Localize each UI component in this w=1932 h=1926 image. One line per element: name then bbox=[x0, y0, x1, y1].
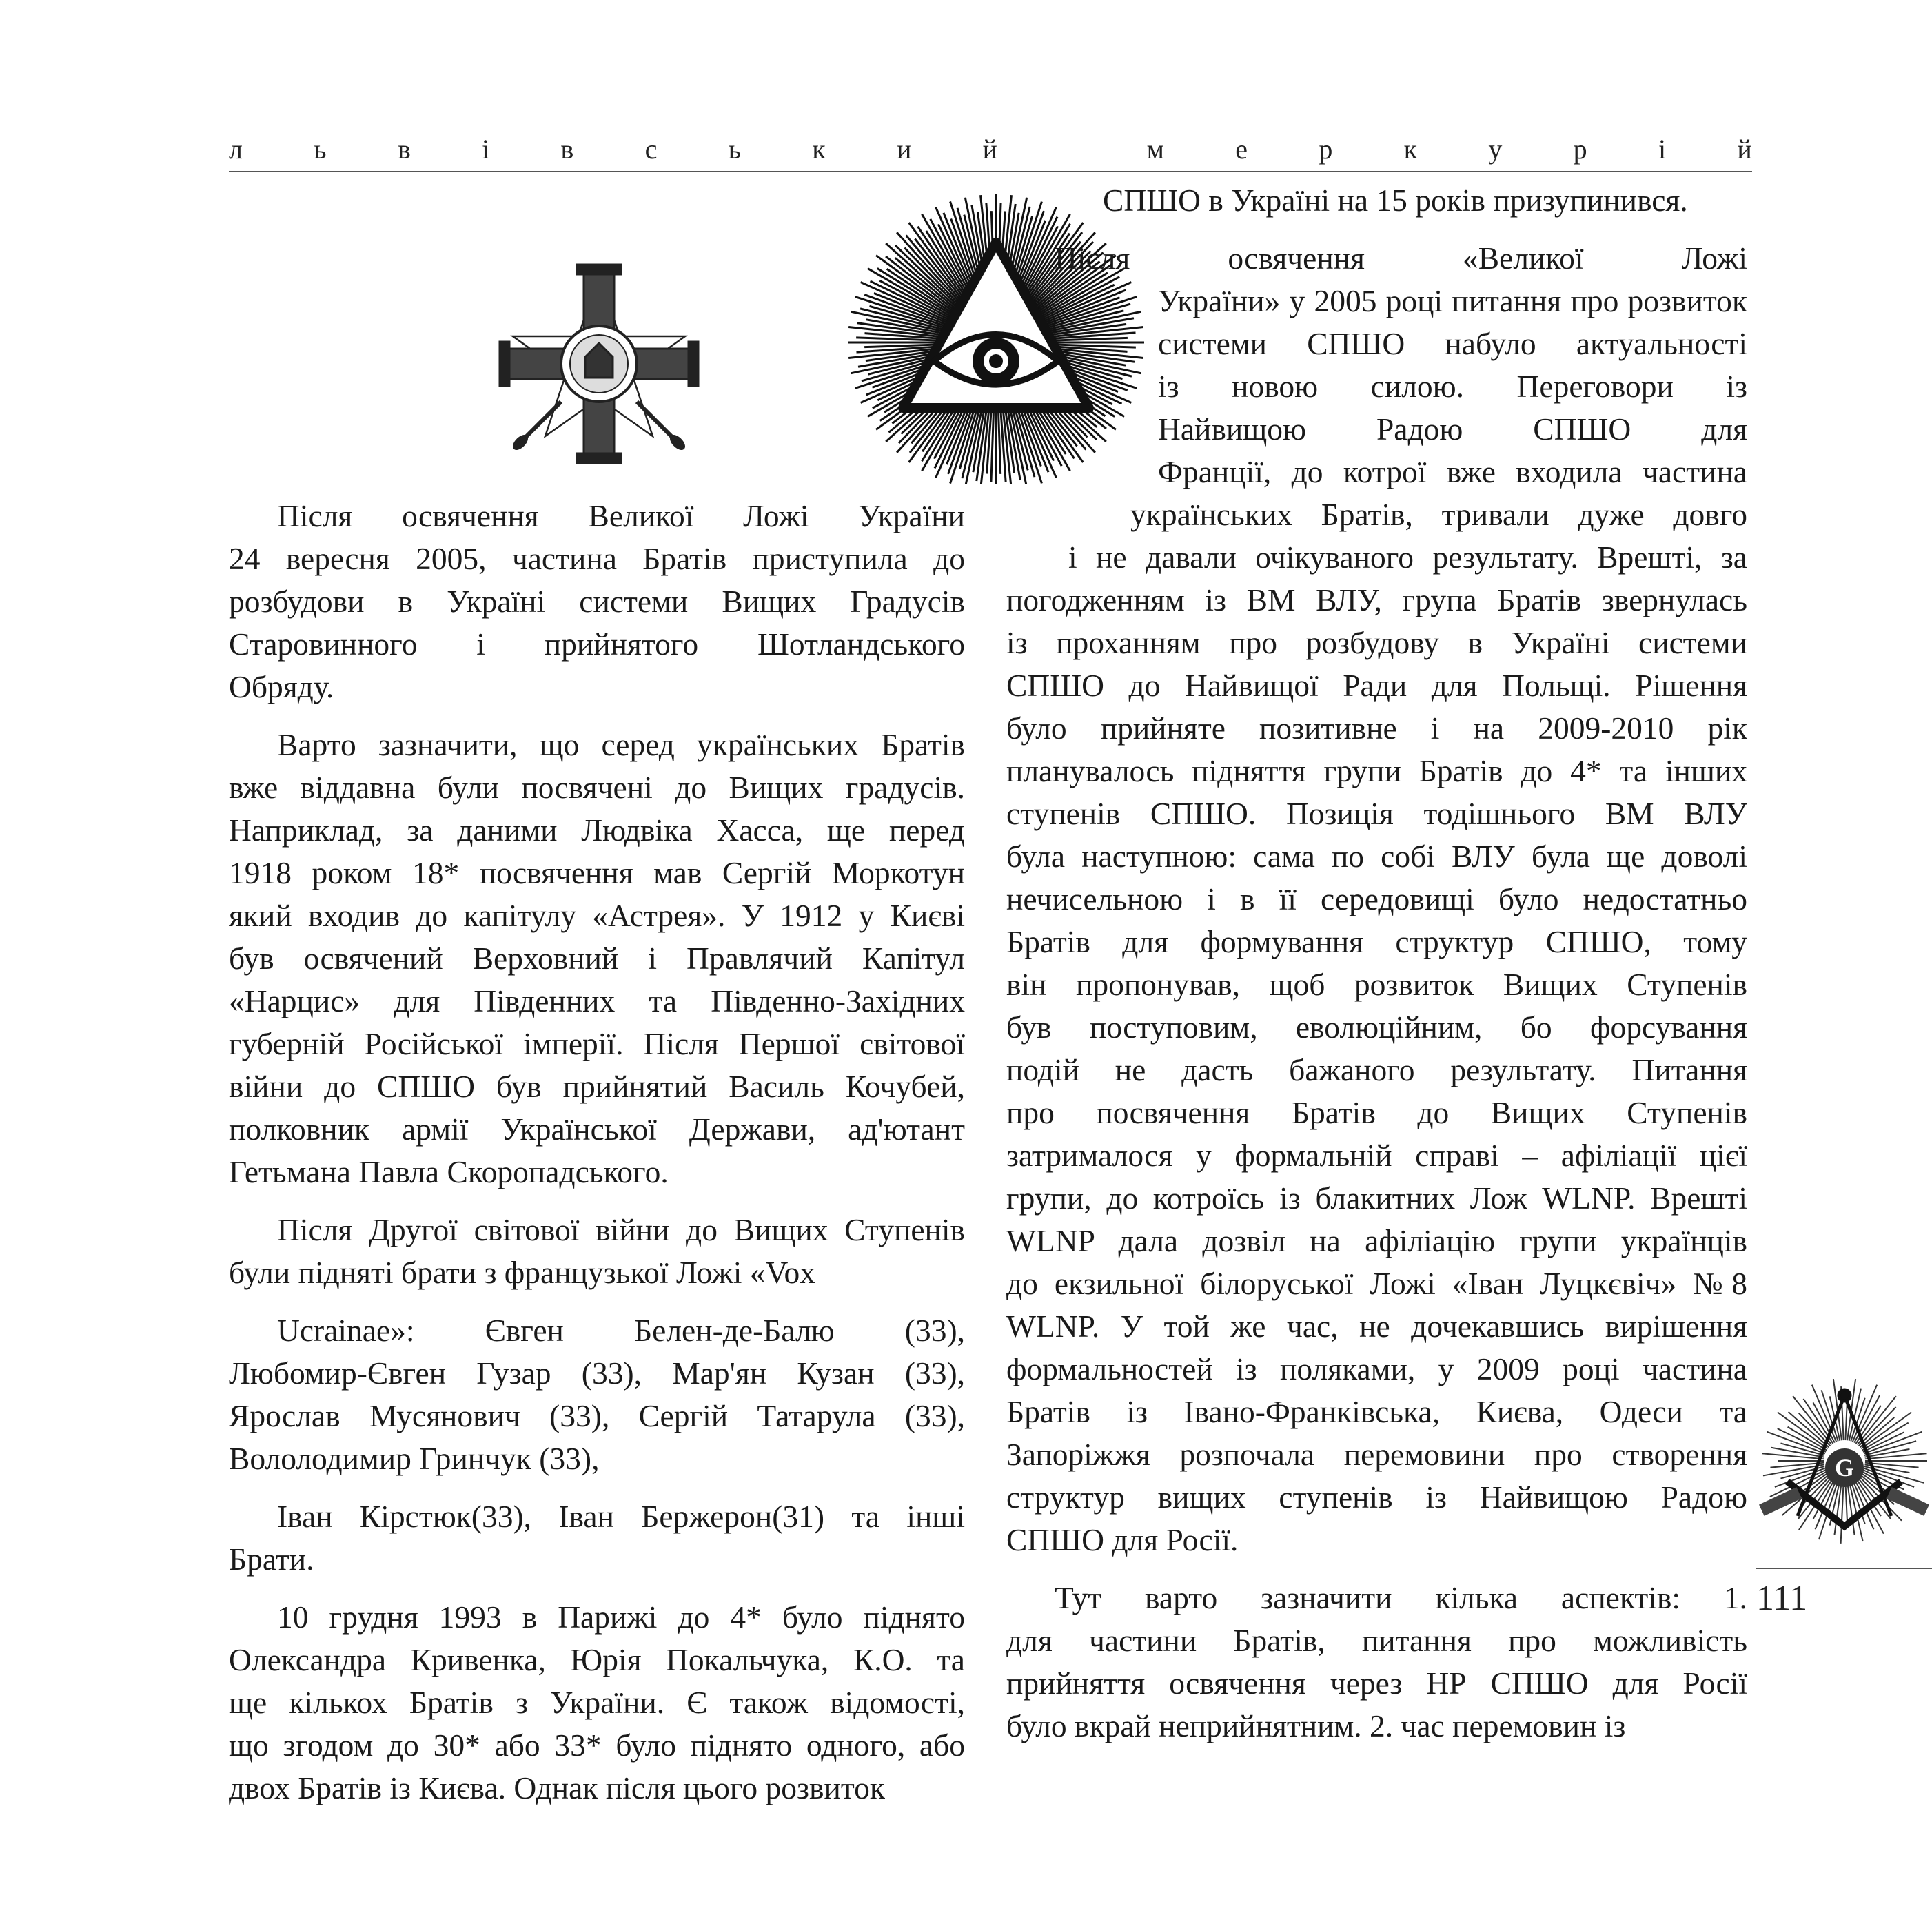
text-line: була наступною: сама по собі ВЛУ була ще доволі bbox=[1006, 839, 1747, 874]
text-line: СПШО до Найвищої Ради для Польщі. Рішення bbox=[1006, 668, 1747, 703]
text-line: Після Другої світової війни до Вищих Ступенів bbox=[277, 1212, 965, 1247]
paragraph bbox=[1006, 1577, 1747, 1748]
text-line: полковник армії Української Держави, ад'ютант bbox=[229, 1111, 965, 1147]
text-line: війни до СПШО був прийнятий Василь Кочубей, bbox=[229, 1069, 965, 1104]
ray-line bbox=[1812, 1385, 1836, 1442]
paragraph bbox=[229, 1209, 965, 1294]
text-line: розбудови в Україні системи Вищих Градусів bbox=[229, 584, 965, 619]
ray-line bbox=[1865, 1453, 1927, 1459]
text-line: який входив до капітулу «Астрея». У 1912 у Києві bbox=[229, 898, 965, 933]
text-line: 10 грудня 1993 в Парижі до 4* було піднято bbox=[277, 1599, 965, 1635]
text-line: Франції, до котрої вже входила частина bbox=[1158, 454, 1747, 489]
text-line: структур вищих ступенів із Найвищою Радою bbox=[1006, 1479, 1747, 1515]
text-line: Після освячення «Великої Ложі bbox=[1055, 240, 1747, 276]
running-head-letter: в bbox=[560, 134, 574, 165]
running-head-letter: р bbox=[1573, 134, 1587, 165]
running-head-letter: м bbox=[1146, 134, 1164, 165]
text-line: 1918 роком 18* посвячення мав Сергій Моркотун bbox=[229, 855, 965, 890]
text-line: про посвячення Братів до Вищих Ступенів bbox=[1006, 1095, 1747, 1130]
text-line: групи, до котроїсь із блакитних Лож WLNP. Врешті bbox=[1006, 1180, 1747, 1216]
text-line: Братів із Івано-Франківська, Києва, Одеси та bbox=[1006, 1394, 1747, 1429]
text-line: Олександра Кривенка, Юрія Покальчука, К.О. та bbox=[229, 1642, 965, 1677]
text-line: Братів для формування структур СПШО, тому bbox=[1006, 924, 1747, 959]
text-line: Запоріжжя розпочала перемовини про створення bbox=[1006, 1437, 1747, 1472]
running-head-letter: л bbox=[229, 134, 243, 165]
running-head-letter: і bbox=[1658, 134, 1667, 165]
ray-line bbox=[1864, 1432, 1922, 1454]
running-head-letter: й bbox=[1737, 134, 1752, 165]
text-line: Наприклад, за даними Людвіка Хасса, ще перед bbox=[229, 812, 965, 848]
text-line: формальностей із поляками, у 2009 році частина bbox=[1006, 1351, 1747, 1386]
text-line: 24 вересня 2005, частина Братів приступила до bbox=[229, 541, 965, 576]
ray-line bbox=[1841, 1482, 1844, 1544]
running-head-letter: р bbox=[1319, 134, 1333, 165]
text-line: двох Братів із Києва. Однак після цього розвиток bbox=[229, 1770, 885, 1805]
svg-text:G: G bbox=[1834, 1454, 1855, 1482]
text-line: Тут варто зазначити кілька аспектів: 1. bbox=[1055, 1580, 1747, 1615]
text-line: Старовинного і прийнятого Шотландського bbox=[229, 626, 965, 662]
running-head-letter: й bbox=[982, 134, 998, 165]
running-head-letter: к bbox=[812, 134, 826, 165]
text-line: був освячений Верховний і Правлячий Капітул bbox=[229, 941, 965, 976]
text-line: було вкрай неприйнятним. 2. час перемовин із bbox=[1006, 1708, 1626, 1743]
text-line: вже віддавна були посвячені до Вищих градусів. bbox=[229, 770, 965, 805]
header-rule bbox=[229, 171, 1752, 172]
running-head-letter: ь bbox=[314, 134, 327, 165]
text-line: і не давали очікуваного результату. Врешті, за bbox=[1068, 540, 1747, 575]
running-head-letter: с bbox=[644, 134, 658, 165]
ray-line bbox=[1767, 1432, 1825, 1454]
text-line: Після освячення Великої Ложі України bbox=[277, 498, 965, 533]
text-line: із проханням про розбудову в Україні системи bbox=[1006, 625, 1747, 660]
text-line: українських Братів, тривали дуже довго bbox=[1130, 497, 1747, 532]
text-line: був поступовим, еволюційним, бо форсування bbox=[1006, 1010, 1747, 1045]
right-text-column bbox=[1006, 179, 1747, 1748]
text-line: прийняття освячення через НР СПШО для Росії bbox=[1006, 1666, 1747, 1701]
text-line: СПШО для Росії. bbox=[1006, 1522, 1239, 1557]
running-head-letter: і bbox=[482, 134, 490, 165]
paragraph bbox=[1006, 179, 1747, 222]
text-line: Гетьмана Павла Скоропадського. bbox=[229, 1154, 669, 1189]
square-and-compass-icon bbox=[1756, 1378, 1932, 1550]
text-line: ще кількох Братів з України. Є також відомості, bbox=[229, 1685, 965, 1720]
text-line: було прийняте позитивне і на 2009-2010 рік bbox=[1006, 710, 1747, 746]
running-head bbox=[229, 135, 1752, 165]
text-line: що згодом до 30* або 33* було піднято одного, або bbox=[229, 1728, 965, 1763]
text-line: Варто зазначити, що серед українських Братів bbox=[277, 727, 965, 762]
paragraph bbox=[229, 495, 965, 708]
running-head-letter bbox=[1068, 133, 1075, 165]
paragraph bbox=[1006, 237, 1747, 1561]
text-line: нечисельною і в її середовищі було недостатньо bbox=[1006, 881, 1747, 916]
running-head-letter: е bbox=[1235, 134, 1248, 165]
left-text-column bbox=[229, 495, 965, 1810]
page-number: 111 bbox=[1756, 1579, 1808, 1618]
masonic-cross-icon bbox=[495, 260, 703, 467]
ray-line bbox=[1762, 1453, 1824, 1459]
ray-line bbox=[1853, 1385, 1877, 1442]
text-line: подій не дасть бажаного результату. Питання bbox=[1006, 1052, 1747, 1087]
text-line: із новою силою. Переговори із bbox=[1158, 369, 1747, 404]
text-line: Ярослав Мусянович (33), Сергій Татарула (33), bbox=[229, 1398, 965, 1433]
paragraph bbox=[229, 1309, 965, 1480]
text-line: системи СПШО набуло актуальності bbox=[1158, 326, 1747, 361]
text-line: України» у 2005 році питання про розвиток bbox=[1158, 283, 1747, 318]
text-line: Вололодимир Гринчук (33), bbox=[229, 1441, 600, 1476]
text-line: Брати. bbox=[229, 1541, 314, 1577]
text-line: Іван Кірстюк(33), Іван Бержерон(31) та інші bbox=[277, 1499, 965, 1534]
running-head-letter: ь bbox=[728, 134, 741, 165]
text-line: ступенів СПШО. Позиція тодішнього ВМ ВЛУ bbox=[1006, 796, 1747, 831]
page-number-rule bbox=[1756, 1568, 1932, 1569]
running-head-letter: у bbox=[1488, 134, 1503, 165]
text-line: планувалось підняття групи Братів до 4* та інших bbox=[1006, 753, 1747, 788]
text-line: губерній Російської імперії. Після Першої світової bbox=[229, 1026, 965, 1061]
paragraph bbox=[229, 724, 965, 1193]
text-line: Ucrainae»: Євген Белен-де-Балю (33), bbox=[277, 1313, 965, 1348]
text-line: Любомир-Євген Гузар (33), Мар'ян Кузан (33), bbox=[229, 1355, 965, 1391]
text-line: затрималося у формальній справі – афіліації цієї bbox=[1006, 1138, 1747, 1173]
text-line: до екзильної білоруської Ложі «Іван Луцкєвіч» №8 bbox=[1006, 1266, 1747, 1301]
text-line: він пропонував, щоб розвиток Вищих Ступенів bbox=[1006, 967, 1747, 1002]
text-line: WLNP. У той же час, не дочекавшись вирішення bbox=[1006, 1309, 1747, 1344]
paragraph bbox=[229, 1495, 965, 1581]
text-line: Обряду. bbox=[229, 669, 334, 704]
text-line: «Нарцис» для Південних та Південно-Західних bbox=[229, 983, 965, 1018]
text-line: СПШО в Україні на 15 років призупинився. bbox=[1103, 183, 1688, 218]
running-head-letter: к bbox=[1403, 134, 1418, 165]
text-line: були підняті брати з французької Ложі «Vox bbox=[229, 1255, 815, 1290]
text-line: WLNP дала дозвіл на афіліацію групи українців bbox=[1006, 1223, 1747, 1258]
text-line: Найвищою Радою СПШО для bbox=[1158, 411, 1747, 447]
running-head-letter: в bbox=[397, 134, 411, 165]
text-line: погодженням із ВМ ВЛУ, група Братів звернулась bbox=[1006, 582, 1747, 617]
text-line: для частини Братів, питання про можливість bbox=[1006, 1623, 1747, 1658]
paragraph bbox=[229, 1596, 965, 1810]
running-head-letter: и bbox=[896, 134, 912, 165]
